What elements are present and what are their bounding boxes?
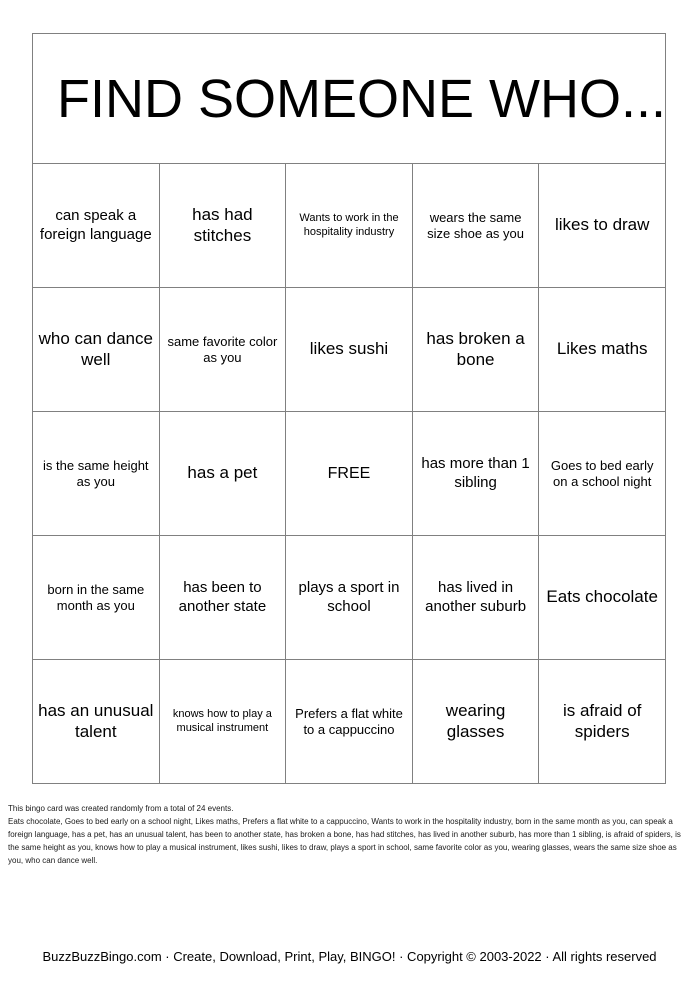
- bingo-cell[interactable]: has an unusual talent: [33, 660, 160, 784]
- site-footer: BuzzBuzzBingo.com · Create, Download, Print, Play, BINGO! · Copyright © 2003-2022 · All rights reserved: [42, 949, 657, 964]
- bingo-cell[interactable]: Likes maths: [539, 288, 666, 412]
- bingo-row: [33, 288, 666, 412]
- card-header: [32, 33, 666, 163]
- bingo-cell[interactable]: has a pet: [159, 412, 286, 536]
- bingo-cell[interactable]: Prefers a flat white to a cappuccino: [286, 660, 413, 784]
- bingo-cell[interactable]: has broken a bone: [412, 288, 539, 412]
- page-title: FIND SOMEONE WHO...: [57, 68, 667, 129]
- bingo-cell[interactable]: likes sushi: [286, 288, 413, 412]
- bingo-cell[interactable]: has had stitches: [159, 164, 286, 288]
- bingo-card: [32, 33, 666, 784]
- fineprint-event-list: Eats chocolate, Goes to bed early on a school night, Likes maths, Prefers a flat white to a cappuccino, Wants to work in the hospitality industry, born in the same month as you, can speak a foreign language, has a pet, has an unusual talent, has been to another state, has broken a bone, has had stitches, has lived in another suburb, has more than 1 sibling, is afraid of spiders, is the same height as you, knows how to play a musical instrument, likes sushi, likes to draw, plays a sport in school, same favorite color as you, wearing glasses, wears the same size shoe as you, who can dance well.: [8, 816, 681, 865]
- bingo-cell[interactable]: wearing glasses: [412, 660, 539, 784]
- bingo-cell[interactable]: knows how to play a musical instrument: [159, 660, 286, 784]
- bingo-cell[interactable]: is the same height as you: [33, 412, 160, 536]
- bingo-row: [33, 660, 666, 784]
- bingo-grid-body: [33, 164, 666, 784]
- bingo-cell[interactable]: has more than 1 sibling: [412, 412, 539, 536]
- bingo-cell[interactable]: Goes to bed early on a school night: [539, 412, 666, 536]
- bingo-cell-free[interactable]: FREE: [286, 412, 413, 536]
- fineprint-block: [8, 803, 694, 868]
- bingo-row: [33, 536, 666, 660]
- bingo-cell[interactable]: Wants to work in the hospitality industry: [286, 164, 413, 288]
- bingo-cell[interactable]: has lived in another suburb: [412, 536, 539, 660]
- bingo-cell[interactable]: has been to another state: [159, 536, 286, 660]
- bingo-cell[interactable]: likes to draw: [539, 164, 666, 288]
- bingo-row: [33, 412, 666, 536]
- bingo-cell[interactable]: wears the same size shoe as you: [412, 164, 539, 288]
- bingo-row: [33, 164, 666, 288]
- bingo-cell[interactable]: Eats chocolate: [539, 536, 666, 660]
- fineprint-summary: This bingo card was created randomly from a total of 24 events.: [8, 804, 234, 813]
- bingo-cell[interactable]: is afraid of spiders: [539, 660, 666, 784]
- bingo-grid: [32, 163, 666, 784]
- bingo-cell[interactable]: same favorite color as you: [159, 288, 286, 412]
- bingo-cell[interactable]: born in the same month as you: [33, 536, 160, 660]
- bingo-cell[interactable]: plays a sport in school: [286, 536, 413, 660]
- bingo-cell[interactable]: can speak a foreign language: [33, 164, 160, 288]
- bingo-cell[interactable]: who can dance well: [33, 288, 160, 412]
